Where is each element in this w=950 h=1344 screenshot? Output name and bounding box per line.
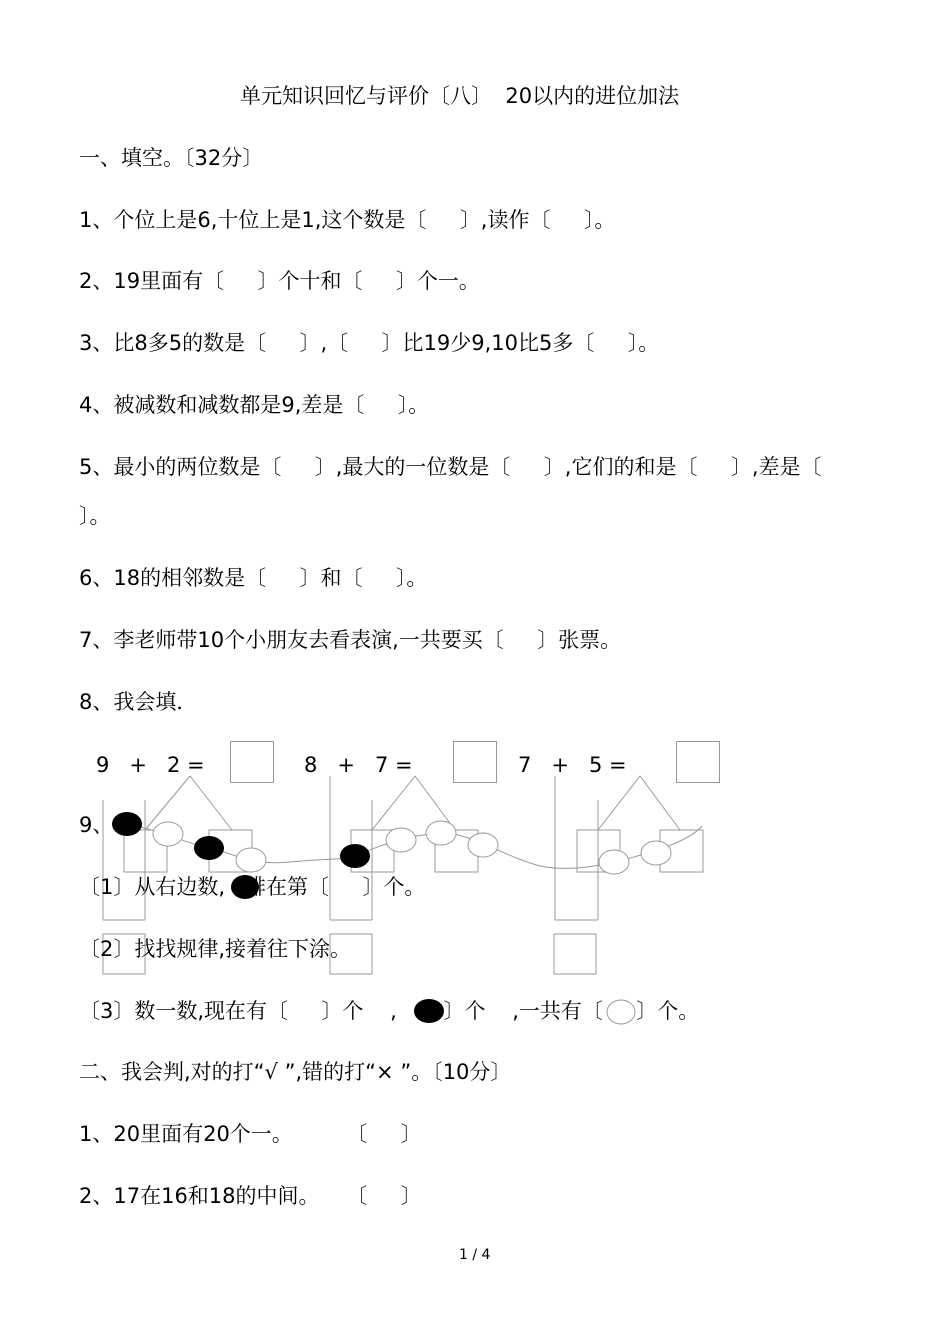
question-5-line2: 〕。 [79,504,111,528]
equation-2: 8 + 7 = [304,753,413,777]
question-6: 6、18的相邻数是〔 〕和〔 〕。 [79,566,428,590]
question-9: 9、 [79,813,114,837]
question-9-1: 〔1〕从右边数, 排在第〔 〕个。 [79,875,426,899]
question-9-2: 〔2〕找找规律,接着往下涂。 [79,937,352,961]
judge-question-2: 2、17在16和18的中间。 〔 〕 [79,1184,422,1208]
section2-heading: 二、我会判,对的打“√ ”,错的打“× ”。〔10分〕 [79,1060,512,1084]
question-8: 8、我会填． [79,690,198,714]
question-2: 2、19里面有〔 〕个十和〔 〕个一。 [79,269,480,293]
question-7: 7、李老师带10个小朋友去看表演,一共要买〔 〕张票。 [79,628,622,652]
question-1: 1、个位上是6,十位上是1,这个数是〔 〕,读作〔 〕。 [79,208,616,232]
equation-1: 9 + 2 = [96,753,205,777]
section1-heading: 一、填空。〔32分〕 [79,146,264,170]
question-4: 4、被减数和减数都是9,差是〔 〕。 [79,393,430,417]
page-title: 单元知识回忆与评价〔八〕 20以内的进位加法 [240,84,680,108]
question-9-3: 〔3〕数一数,现在有〔 〕个 , 〕个 ,一共有〔 〕个。 [79,999,700,1023]
question-3: 3、比8多5的数是〔 〕,〔 〕比19少9,10比5多〔 〕。 [79,331,660,355]
page-number: 1 / 4 [459,1247,491,1263]
question-5-line1: 5、最小的两位数是〔 〕,最大的一位数是〔 〕,它们的和是〔 〕,差是〔 [79,455,822,479]
judge-question-1: 1、20里面有20个一。 〔 〕 [79,1122,422,1146]
equation-3: 7 + 5 = [518,753,627,777]
